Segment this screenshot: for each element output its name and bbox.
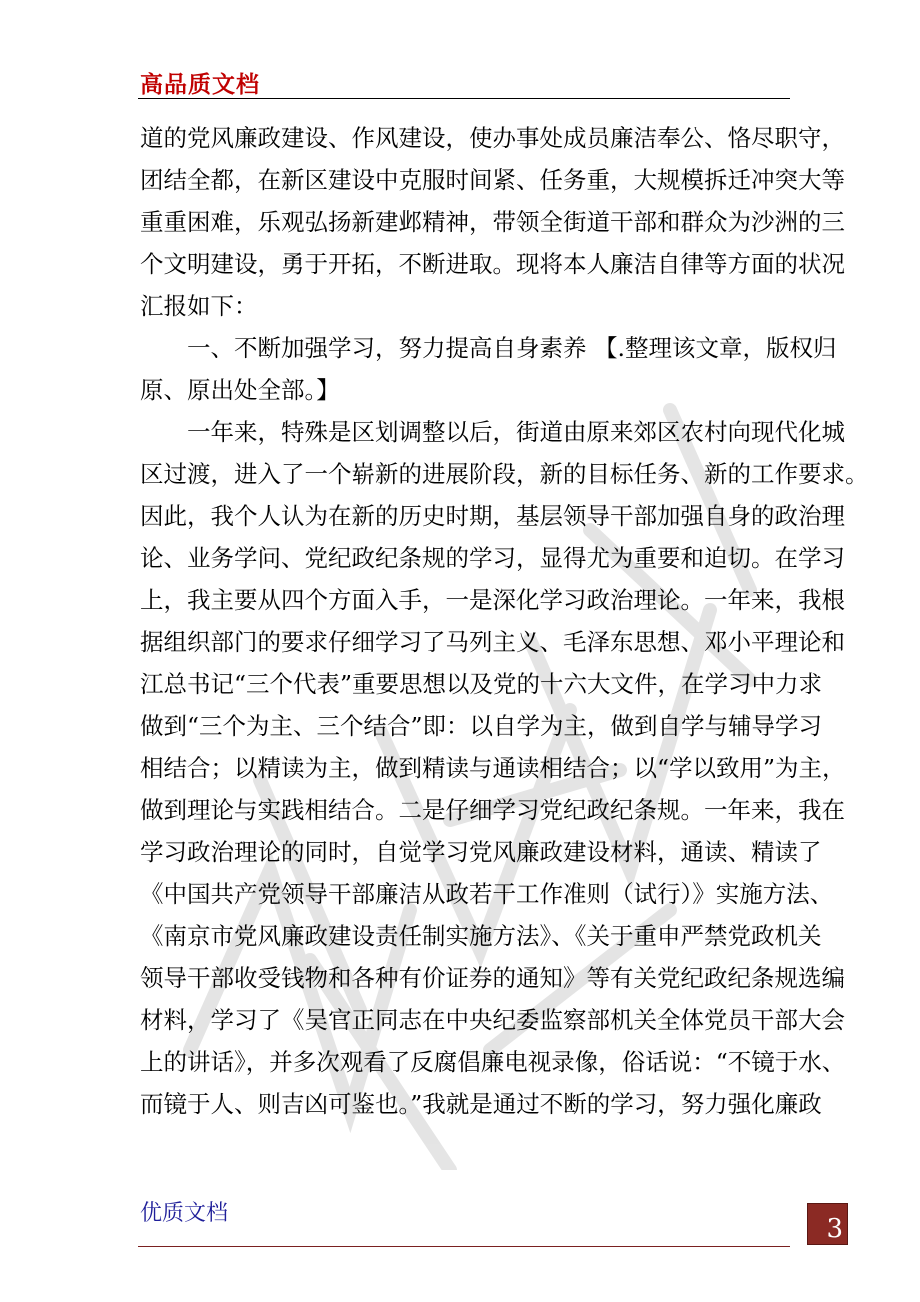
- body-line: 做到“三个为主、三个结合”即：以自学为主，做到自学与辅导学习: [140, 712, 823, 740]
- body-line: 道的党风廉政建设、作风建设，使办事处成员廉洁奉公、恪尽职守，: [140, 124, 845, 152]
- body-line: 原、原出处全部。】: [140, 376, 340, 404]
- body-line: 据组织部门的要求仔细学习了马列主义、毛泽东思想、邓小平理论和: [140, 628, 845, 656]
- body-line: 而镜于人、则吉凶可鉴也。”我就是通过不断的学习，努力强化廉政: [140, 1090, 822, 1118]
- body-line: 学习政治理论的同时，自觉学习党风廉政建设材料，通读、精读了: [140, 838, 822, 866]
- body-line: 领导干部收受钱物和各种有价证券的通知》等有关党纪政纪条规选编: [140, 964, 845, 992]
- body-line: 《中国共产党领导干部廉洁从政若干工作准则（试行）》实施方法、: [140, 880, 834, 908]
- body-line: 江总书记“三个代表”重要思想以及党的十六大文件，在学习中力求: [140, 670, 823, 698]
- page-number-badge: [807, 1203, 848, 1245]
- body-line: 因此，我个人认为在新的历史时期，基层领导干部加强自身的政治理: [140, 502, 845, 530]
- section-heading-line: 一、不断加强学习，努力提高自身素养 【.整理该文章，版权归: [187, 334, 837, 362]
- body-line: 上，我主要从四个方面入手，一是深化学习政治理论。一年来，我根: [140, 586, 845, 614]
- footer-divider: [138, 1246, 790, 1247]
- body-line: 相结合；以精读为主，做到精读与通读相结合；以“学以致用”为主，: [140, 754, 846, 782]
- header-divider: [138, 98, 790, 99]
- document-header-title: 高品质文档: [140, 72, 260, 98]
- page-number: 3: [826, 1214, 843, 1244]
- body-line: 《南京市党风廉政建设责任制实施方法》、《关于重申严禁党政机关: [140, 922, 822, 950]
- body-line: 团结全都，在新区建设中克服时间紧、任务重，大规模拆迁冲突大等: [140, 166, 845, 194]
- body-line: 做到理论与实践相结合。二是仔细学习党纪政纪条规。一年来，我在: [140, 796, 845, 824]
- body-line: 区过渡，进入了一个崭新的进展阶段，新的目标任务、新的工作要求。: [140, 460, 869, 488]
- body-line: 个文明建设，勇于开拓，不断进取。现将本人廉洁自律等方面的状况: [140, 250, 845, 278]
- body-line: 重重困难，乐观弘扬新建邺精神，带领全街道干部和群众为沙洲的三: [140, 208, 845, 236]
- paragraph-start-line: 一年来，特殊是区划调整以后，街道由原来郊区农村向现代化城: [187, 418, 845, 446]
- body-line: 汇报如下：: [140, 292, 258, 320]
- body-line: 上的讲话》，并多次观看了反腐倡廉电视录像，俗话说：“不镜于水、: [140, 1048, 846, 1076]
- body-line: 材料，学习了《吴官正同志在中央纪委监察部机关全体党员干部大会: [140, 1006, 845, 1034]
- document-footer-title: 优质文档: [140, 1201, 229, 1226]
- body-line: 论、业务学问、党纪政纪条规的学习，显得尤为重要和迫切。在学习: [140, 544, 845, 572]
